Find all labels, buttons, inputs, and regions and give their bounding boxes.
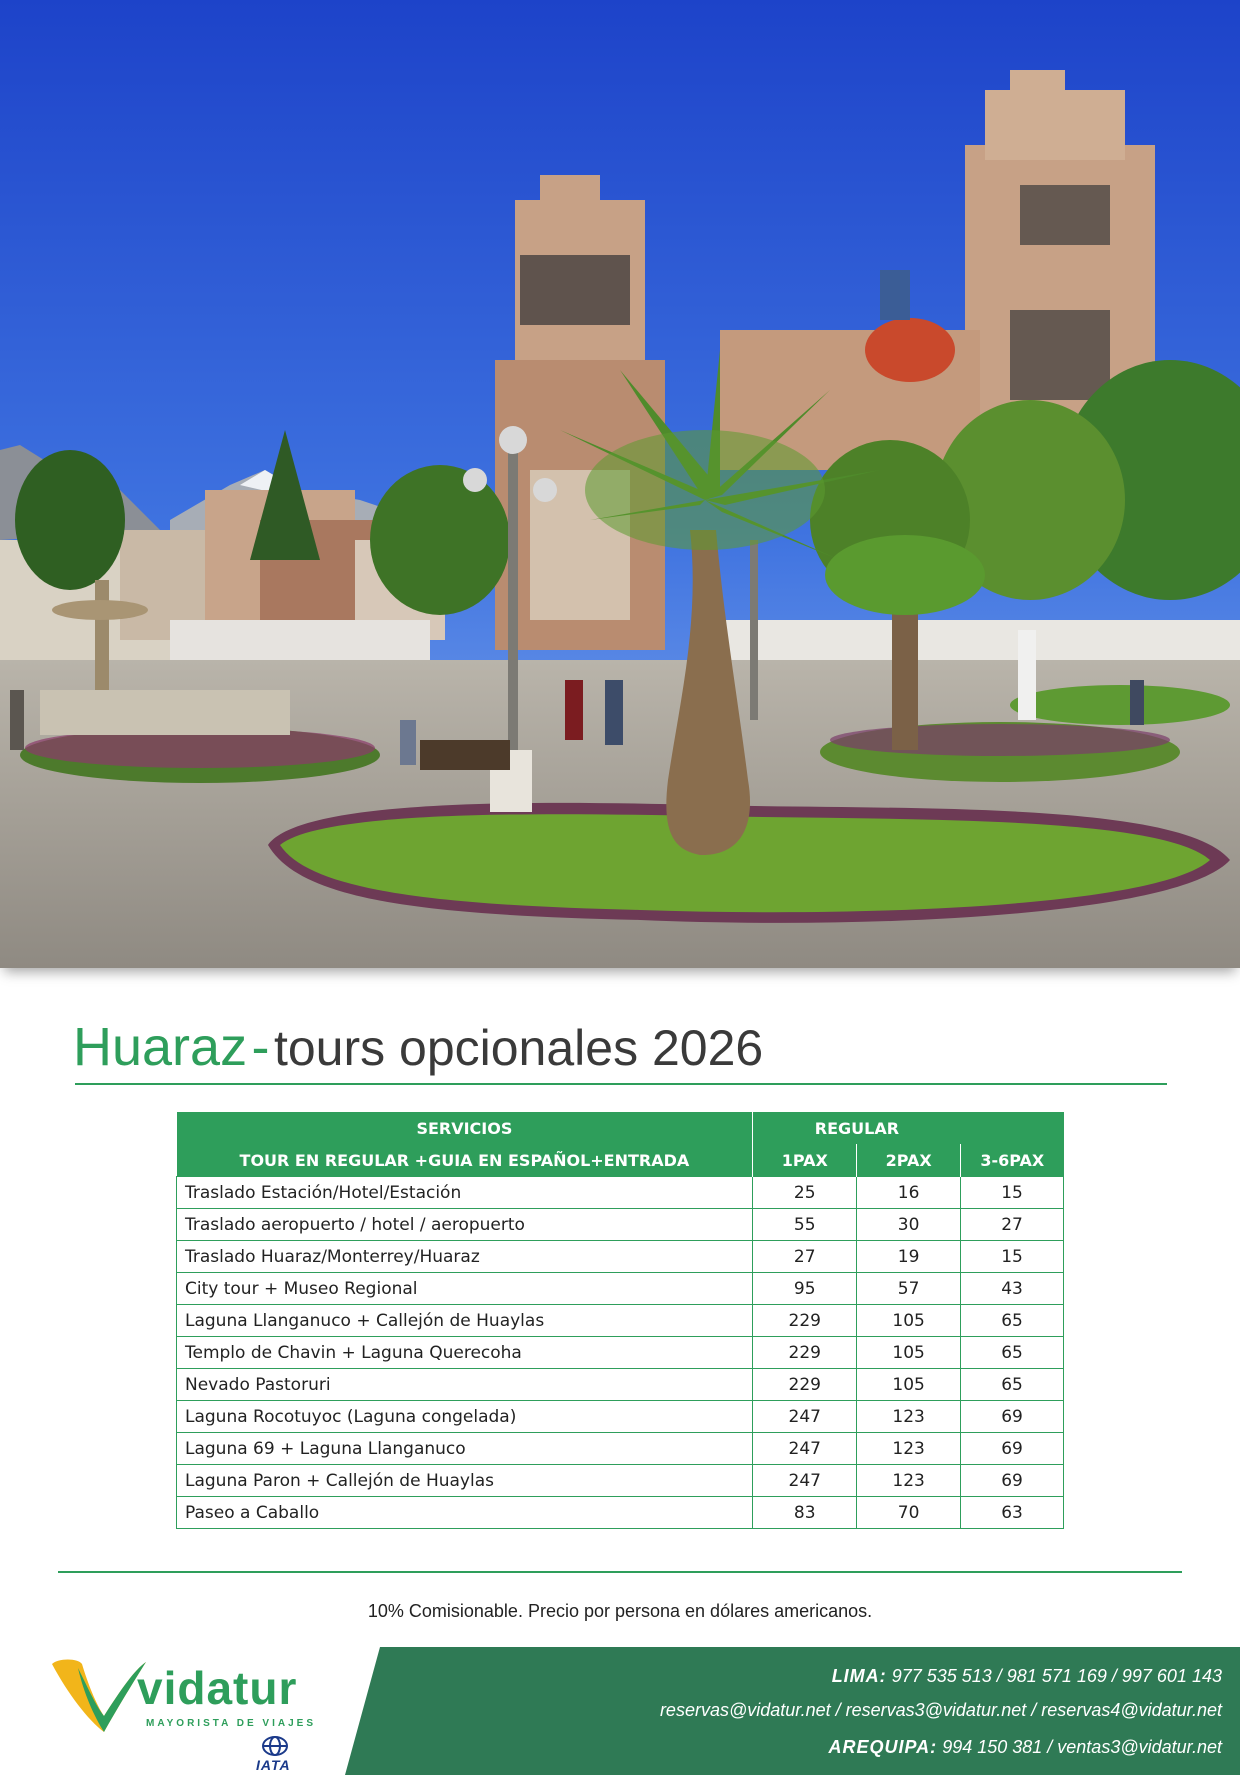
table-row	[177, 1497, 1064, 1529]
title-subtitle: tours opcionales 2026	[273, 1020, 764, 1076]
logo-tagline: MAYORISTA DE VIAJES	[146, 1718, 316, 1729]
table-row	[177, 1177, 1064, 1209]
table-row	[177, 1337, 1064, 1369]
price-1pax: 247	[753, 1433, 857, 1465]
price-2pax: 105	[857, 1369, 961, 1401]
price-3-6pax: 15	[961, 1241, 1064, 1273]
service-name: Laguna 69 + Laguna Llanganuco	[177, 1433, 753, 1465]
price-3-6pax: 65	[961, 1369, 1064, 1401]
header-2pax: 2PAX	[857, 1144, 961, 1177]
table-row	[177, 1241, 1064, 1273]
arequipa-label: AREQUIPA:	[828, 1737, 938, 1757]
service-name: Laguna Paron + Callejón de Huaylas	[177, 1465, 753, 1497]
price-2pax: 123	[857, 1465, 961, 1497]
price-1pax: 25	[753, 1177, 857, 1209]
service-name: Traslado Estación/Hotel/Estación	[177, 1177, 753, 1209]
service-name: Laguna Llanganuco + Callejón de Huaylas	[177, 1305, 753, 1337]
title-underline	[75, 1083, 1167, 1085]
contact-arequipa	[829, 1737, 1223, 1758]
service-name: Traslado Huaraz/Monterrey/Huaraz	[177, 1241, 753, 1273]
price-3-6pax: 27	[961, 1209, 1064, 1241]
price-3-6pax: 65	[961, 1337, 1064, 1369]
table-subheader-row	[177, 1144, 1064, 1177]
arequipa-contact: 994 150 381 / ventas3@vidatur.net	[942, 1737, 1222, 1757]
email-list: reservas@vidatur.net / reservas3@vidatur.net / reservas4@vidatur.net	[659, 1700, 1222, 1720]
header-1pax: 1PAX	[753, 1144, 857, 1177]
service-name: Laguna Rocotuyoc (Laguna congelada)	[177, 1401, 753, 1433]
lima-phones: 977 535 513 / 981 571 169 / 997 601 143	[891, 1666, 1222, 1686]
table-row	[177, 1433, 1064, 1465]
price-2pax: 105	[857, 1305, 961, 1337]
price-1pax: 229	[753, 1305, 857, 1337]
price-1pax: 229	[753, 1337, 857, 1369]
title-city: Huaraz	[73, 1017, 248, 1077]
title-separator: -	[251, 1017, 270, 1077]
service-name: City tour + Museo Regional	[177, 1273, 753, 1305]
price-3-6pax: 63	[961, 1497, 1064, 1529]
price-3-6pax: 69	[961, 1465, 1064, 1497]
price-3-6pax: 15	[961, 1177, 1064, 1209]
price-3-6pax: 69	[961, 1433, 1064, 1465]
price-table	[176, 1112, 1064, 1529]
header-3-6pax: 3-6PAX	[961, 1144, 1064, 1177]
lima-label: LIMA:	[831, 1666, 887, 1686]
price-2pax: 123	[857, 1401, 961, 1433]
table-row	[177, 1465, 1064, 1497]
price-2pax: 19	[857, 1241, 961, 1273]
price-2pax: 70	[857, 1497, 961, 1529]
header-tour-description: TOUR EN REGULAR +GUIA EN ESPAÑOL+ENTRADA	[177, 1144, 753, 1177]
price-1pax: 27	[753, 1241, 857, 1273]
header-services: SERVICIOS	[177, 1112, 753, 1144]
service-name: Traslado aeropuerto / hotel / aeropuerto	[177, 1209, 753, 1241]
price-2pax: 30	[857, 1209, 961, 1241]
price-2pax: 105	[857, 1337, 961, 1369]
table-row	[177, 1305, 1064, 1337]
price-2pax: 123	[857, 1433, 961, 1465]
page-title	[73, 1017, 764, 1077]
price-1pax: 247	[753, 1401, 857, 1433]
price-1pax: 55	[753, 1209, 857, 1241]
table-row	[177, 1273, 1064, 1305]
service-name: Templo de Chavin + Laguna Querecoha	[177, 1337, 753, 1369]
service-name: Nevado Pastoruri	[177, 1369, 753, 1401]
price-1pax: 83	[753, 1497, 857, 1529]
table-row	[177, 1209, 1064, 1241]
service-name: Paseo a Caballo	[177, 1497, 753, 1529]
footer-divider	[58, 1571, 1182, 1573]
price-3-6pax: 65	[961, 1305, 1064, 1337]
price-2pax: 57	[857, 1273, 961, 1305]
contact-lima	[832, 1666, 1222, 1687]
vidatur-logo-icon	[48, 1654, 148, 1734]
table-row	[177, 1369, 1064, 1401]
contact-emails	[660, 1700, 1222, 1721]
table-row	[177, 1401, 1064, 1433]
table-header-row	[177, 1112, 1064, 1144]
commission-note: 10% Comisionable. Precio por persona en dólares americanos.	[367, 1601, 873, 1621]
price-3-6pax: 69	[961, 1401, 1064, 1433]
price-3-6pax: 43	[961, 1273, 1064, 1305]
header-empty	[961, 1112, 1064, 1144]
logo-wordmark: vidatur	[137, 1662, 298, 1714]
price-1pax: 229	[753, 1369, 857, 1401]
header-regular: REGULAR	[753, 1112, 961, 1144]
iata-label: IATA	[256, 1757, 291, 1773]
price-2pax: 16	[857, 1177, 961, 1209]
price-1pax: 95	[753, 1273, 857, 1305]
price-1pax: 247	[753, 1465, 857, 1497]
iata-globe-icon	[262, 1736, 288, 1756]
